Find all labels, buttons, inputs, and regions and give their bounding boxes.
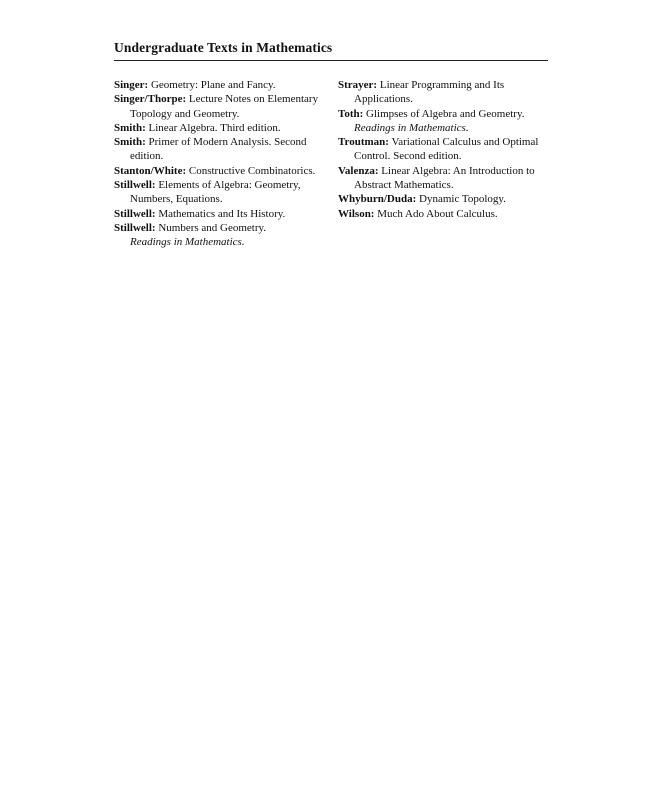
- list-item: [114, 121, 329, 135]
- entry-series: Readings in Mathematics.: [130, 236, 245, 249]
- entry-author: Whyburn/Duda:: [338, 193, 417, 206]
- entry-series: Readings in Mathematics.: [354, 121, 469, 134]
- entry-author: Singer/Thorpe:: [114, 93, 187, 106]
- left-column: [114, 78, 329, 250]
- entry-title: Linear Algebra. Third edition.: [145, 121, 281, 134]
- entry-author: Wilson:: [338, 207, 375, 220]
- list-item: [114, 178, 329, 207]
- list-item: [338, 164, 553, 193]
- entry-title: Linear Algebra: An Introduction to Abstract Mathematics.: [354, 164, 535, 192]
- list-item: [338, 78, 553, 107]
- entry-title: Dynamic Topology.: [416, 193, 506, 206]
- entry-title: Mathematics and Its History.: [155, 207, 286, 220]
- list-item: [114, 92, 329, 121]
- entry-author: Stanton/White:: [114, 164, 187, 177]
- entry-author: Toth:: [338, 107, 364, 120]
- list-item: [338, 107, 553, 136]
- entry-title: Elements of Algebra: Geometry, Numbers, Equations.: [130, 179, 301, 206]
- entry-title: Constructive Combinatorics.: [186, 164, 316, 177]
- entry-title: Numbers and Geometry.: [155, 221, 267, 234]
- right-column: [338, 78, 553, 221]
- entry-author: Troutman:: [338, 136, 389, 149]
- entry-author: Smith:: [114, 136, 146, 149]
- list-item: [338, 135, 553, 164]
- list-item: [338, 192, 553, 206]
- entry-author: Stillwell:: [114, 207, 156, 220]
- entry-author: Valenza:: [338, 164, 379, 177]
- list-item: [114, 78, 329, 92]
- page-title: Undergraduate Texts in Mathematics: [114, 40, 333, 55]
- header-rule: [114, 60, 548, 61]
- entry-title: Geometry: Plane and Fancy.: [148, 79, 276, 91]
- entry-title: Much Ado About Calculus.: [374, 207, 498, 220]
- entry-author: Strayer:: [338, 79, 378, 91]
- list-item: [114, 164, 329, 178]
- entry-title: Primer of Modern Analysis. Second edition.: [130, 136, 307, 163]
- entry-title: Variational Calculus and Optimal Control. Second edition.: [354, 136, 539, 163]
- entry-author: Smith:: [114, 121, 146, 134]
- entry-title: Lecture Notes on Elementary Topology and Geometry.: [130, 93, 319, 120]
- list-item: [114, 135, 329, 164]
- list-item: [114, 207, 329, 221]
- entry-title: Glimpses of Algebra and Geometry.: [363, 107, 525, 120]
- entry-author: Singer:: [114, 79, 149, 91]
- entry-author: Stillwell:: [114, 179, 156, 192]
- list-item: [338, 207, 553, 221]
- page-header: [114, 40, 548, 61]
- entry-title: Linear Programming and Its Applications.: [354, 79, 505, 106]
- list-item: [114, 221, 329, 250]
- entry-author: Stillwell:: [114, 221, 156, 234]
